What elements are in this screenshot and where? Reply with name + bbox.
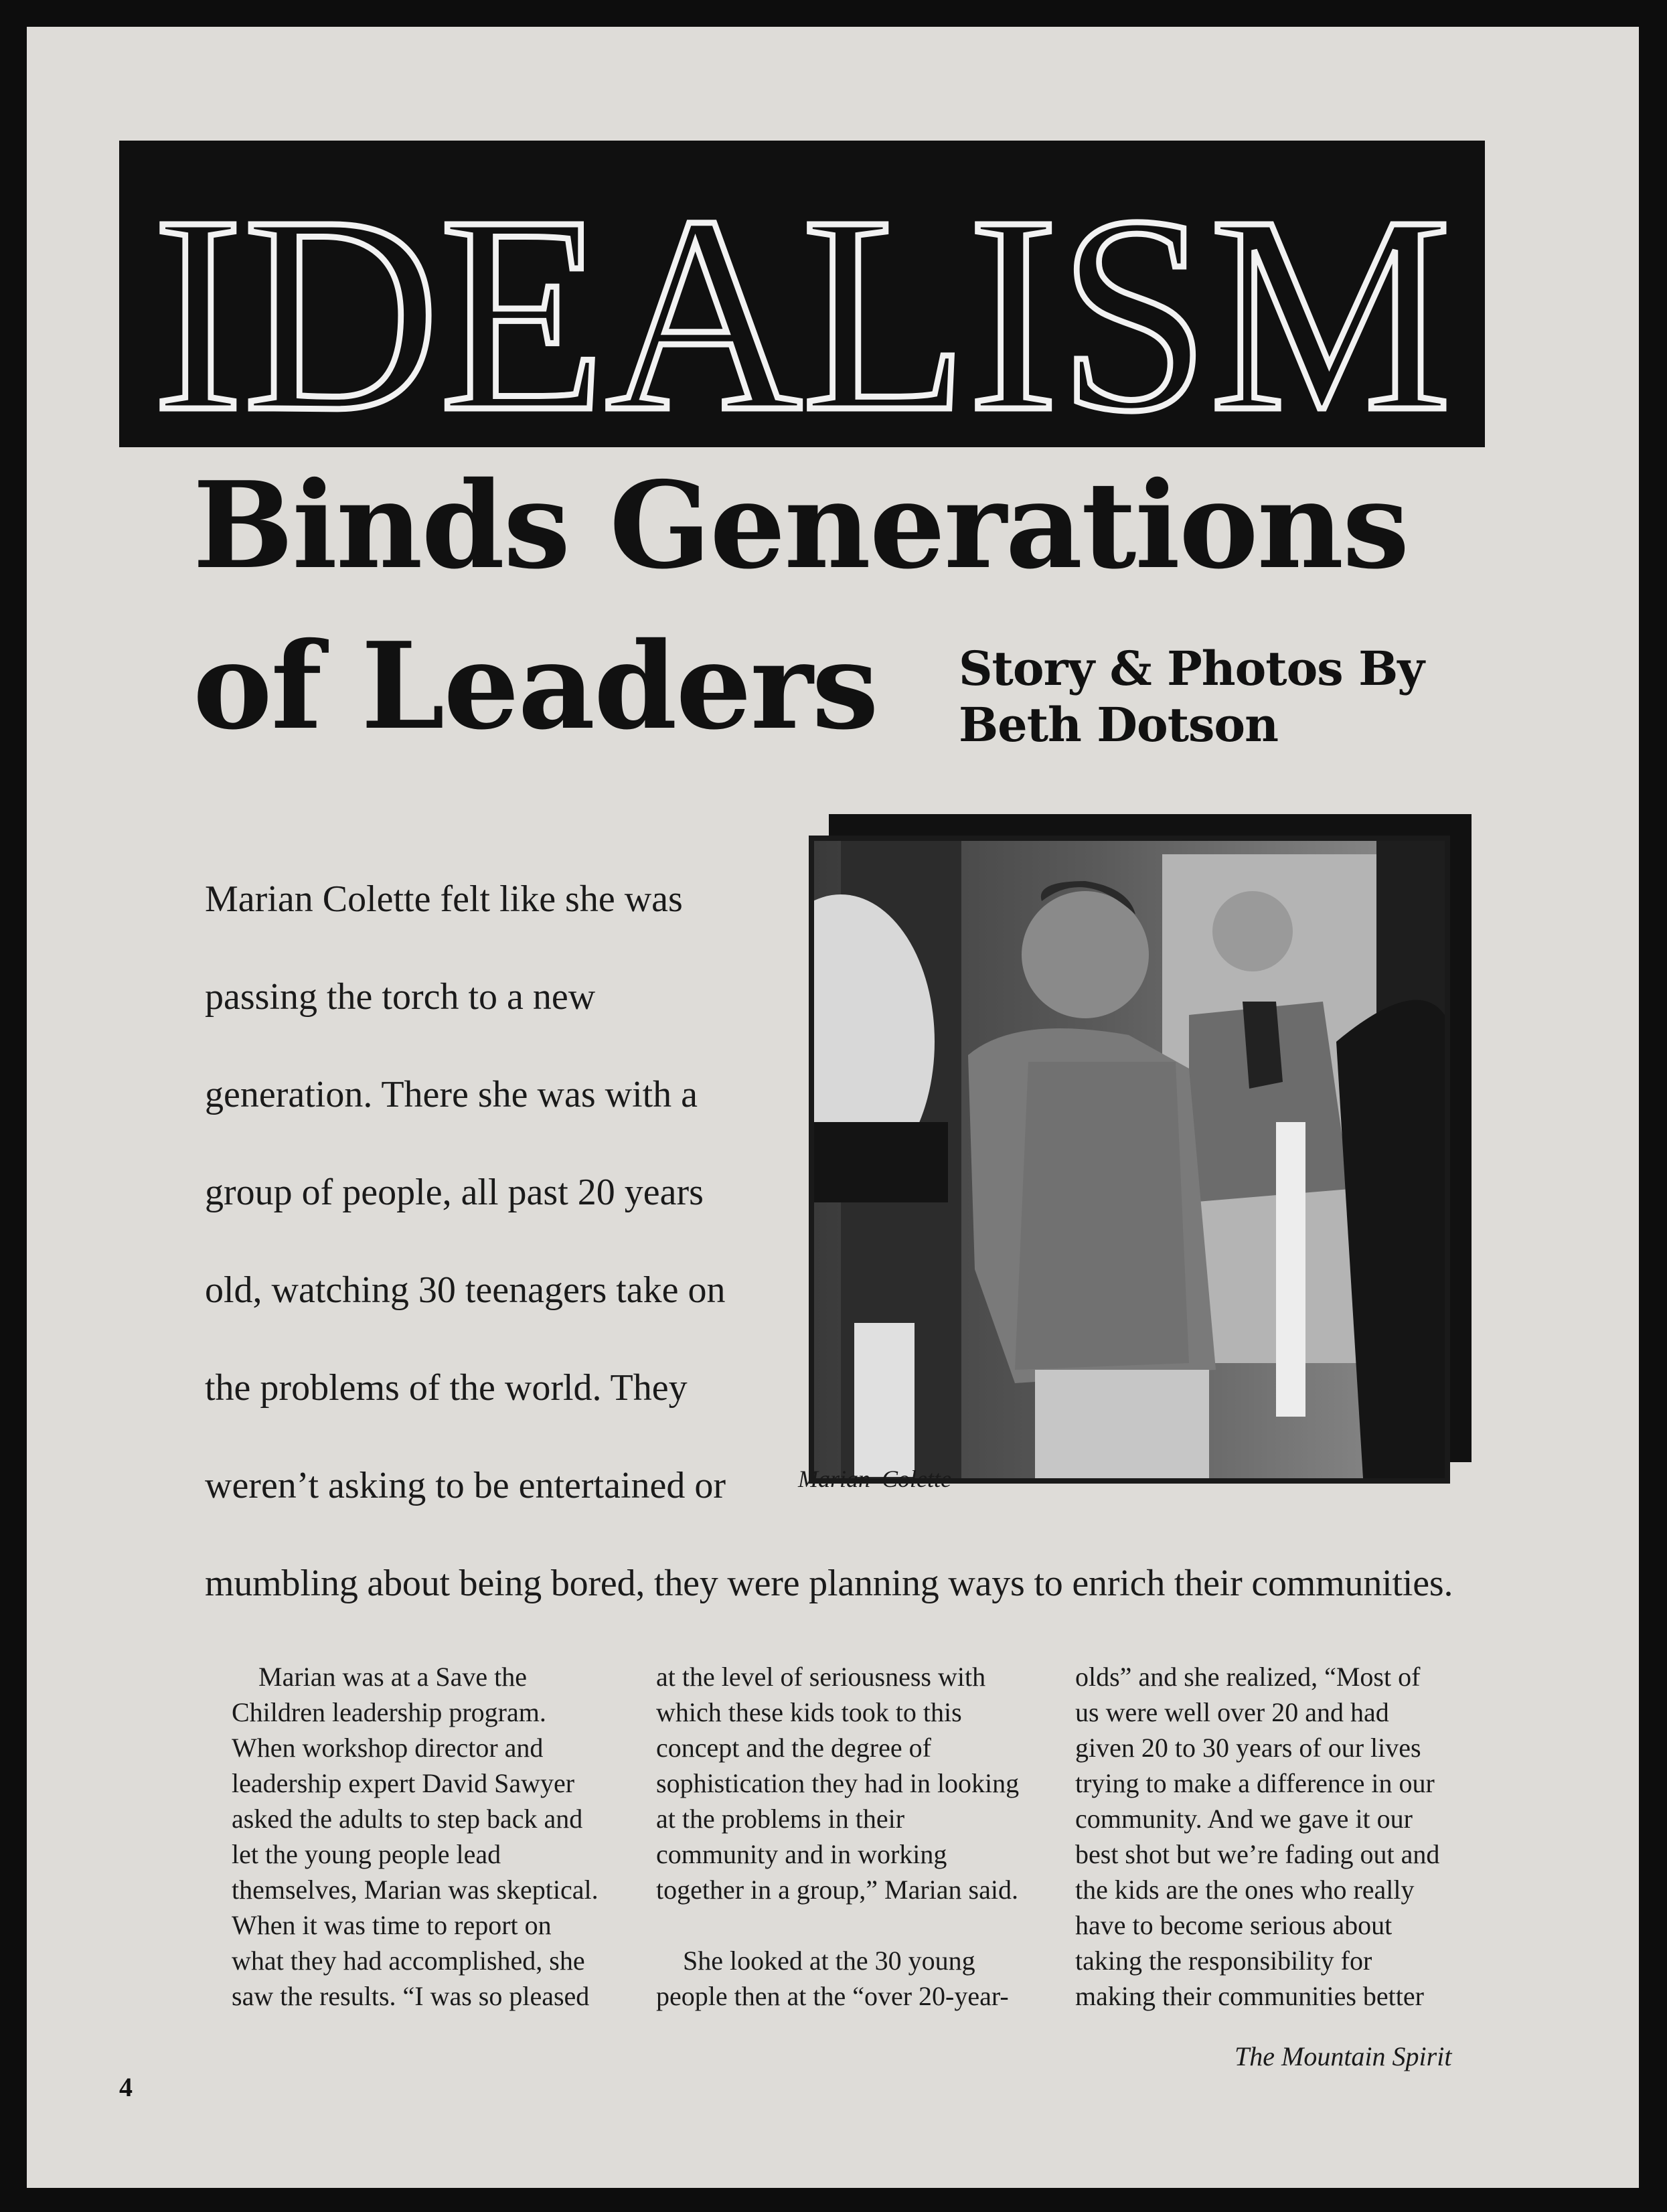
column-1-line: saw the results. “I was so pleased [232, 1981, 590, 2011]
column-2-line: sophistication they had in looking [656, 1768, 1020, 1798]
column-3-line: community. And we gave it our [1075, 1804, 1413, 1834]
column-1-line: Children leadership program. [232, 1697, 546, 1727]
lead-line: old, watching 30 teenagers take on [205, 1269, 726, 1311]
column-2-line: community and in working [656, 1839, 947, 1869]
headline-line-2: of Leaders [193, 616, 878, 756]
column-1-line: let the young people lead [232, 1839, 501, 1869]
lead-line: generation. There she was with a [205, 1074, 698, 1115]
column-3-line: taking the responsibility for [1075, 1946, 1372, 1976]
lead-line: weren’t asking to be entertained or [205, 1465, 726, 1506]
column-3-line: best shot but we’re fading out and [1075, 1839, 1440, 1869]
column-2-line: people then at the “over 20-year- [656, 1981, 1009, 2011]
column-1-line: leadership expert David Sawyer [232, 1768, 575, 1798]
column-3-line: given 20 to 30 years of our lives [1075, 1733, 1421, 1763]
column-3-line: have to become serious about [1075, 1910, 1393, 1940]
column-1-line: what they had accomplished, she [232, 1946, 585, 1976]
column-2-line: together in a group,” Marian said. [656, 1875, 1018, 1905]
masthead-word: IDEALISM [153, 158, 1451, 447]
column-3-line: trying to make a difference in our [1075, 1768, 1435, 1798]
masthead-banner [119, 141, 1485, 447]
magazine-page [27, 27, 1639, 2188]
photo-caption: Marian Colette [798, 1466, 951, 1492]
column-2-line: which these kids took to this [656, 1697, 962, 1727]
lead-line: group of people, all past 20 years [205, 1172, 704, 1213]
column-3-line: making their communities better [1075, 1981, 1424, 2011]
column-1-line: themselves, Marian was skeptical. [232, 1875, 599, 1905]
byline-line-2: Beth Dotson [959, 697, 1279, 753]
page-number: 4 [119, 2072, 133, 2102]
column-2-line: at the problems in their [656, 1804, 905, 1834]
headline-line-1: Binds Generations [193, 455, 1409, 595]
column-3-line: the kids are the ones who really [1075, 1875, 1415, 1905]
masthead-title [119, 141, 1485, 447]
column-1-line: When it was time to report on [232, 1910, 552, 1940]
column-2-line: concept and the degree of [656, 1733, 931, 1763]
publication-title: The Mountain Spirit [1235, 2041, 1452, 2071]
lead-line: passing the torch to a new [205, 976, 596, 1018]
byline-line-1: Story & Photos By [959, 641, 1424, 696]
photo-image [814, 841, 1445, 1478]
lead-line: the problems of the world. They [205, 1367, 688, 1409]
photo-marian-colette [809, 836, 1450, 1484]
column-3-line: olds” and she realized, “Most of [1075, 1662, 1421, 1692]
column-1-line: When workshop director and [232, 1733, 544, 1763]
column-2-line: She looked at the 30 young [683, 1946, 975, 1976]
lead-line: mumbling about being bored, they were planning ways to enrich their communities. [205, 1563, 1453, 1604]
column-3-line: us were well over 20 and had [1075, 1697, 1389, 1727]
column-1-line: asked the adults to step back and [232, 1804, 583, 1834]
lead-line: Marian Colette felt like she was [205, 878, 683, 920]
column-1-line: Marian was at a Save the [258, 1662, 527, 1692]
column-2-line: at the level of seriousness with [656, 1662, 986, 1692]
